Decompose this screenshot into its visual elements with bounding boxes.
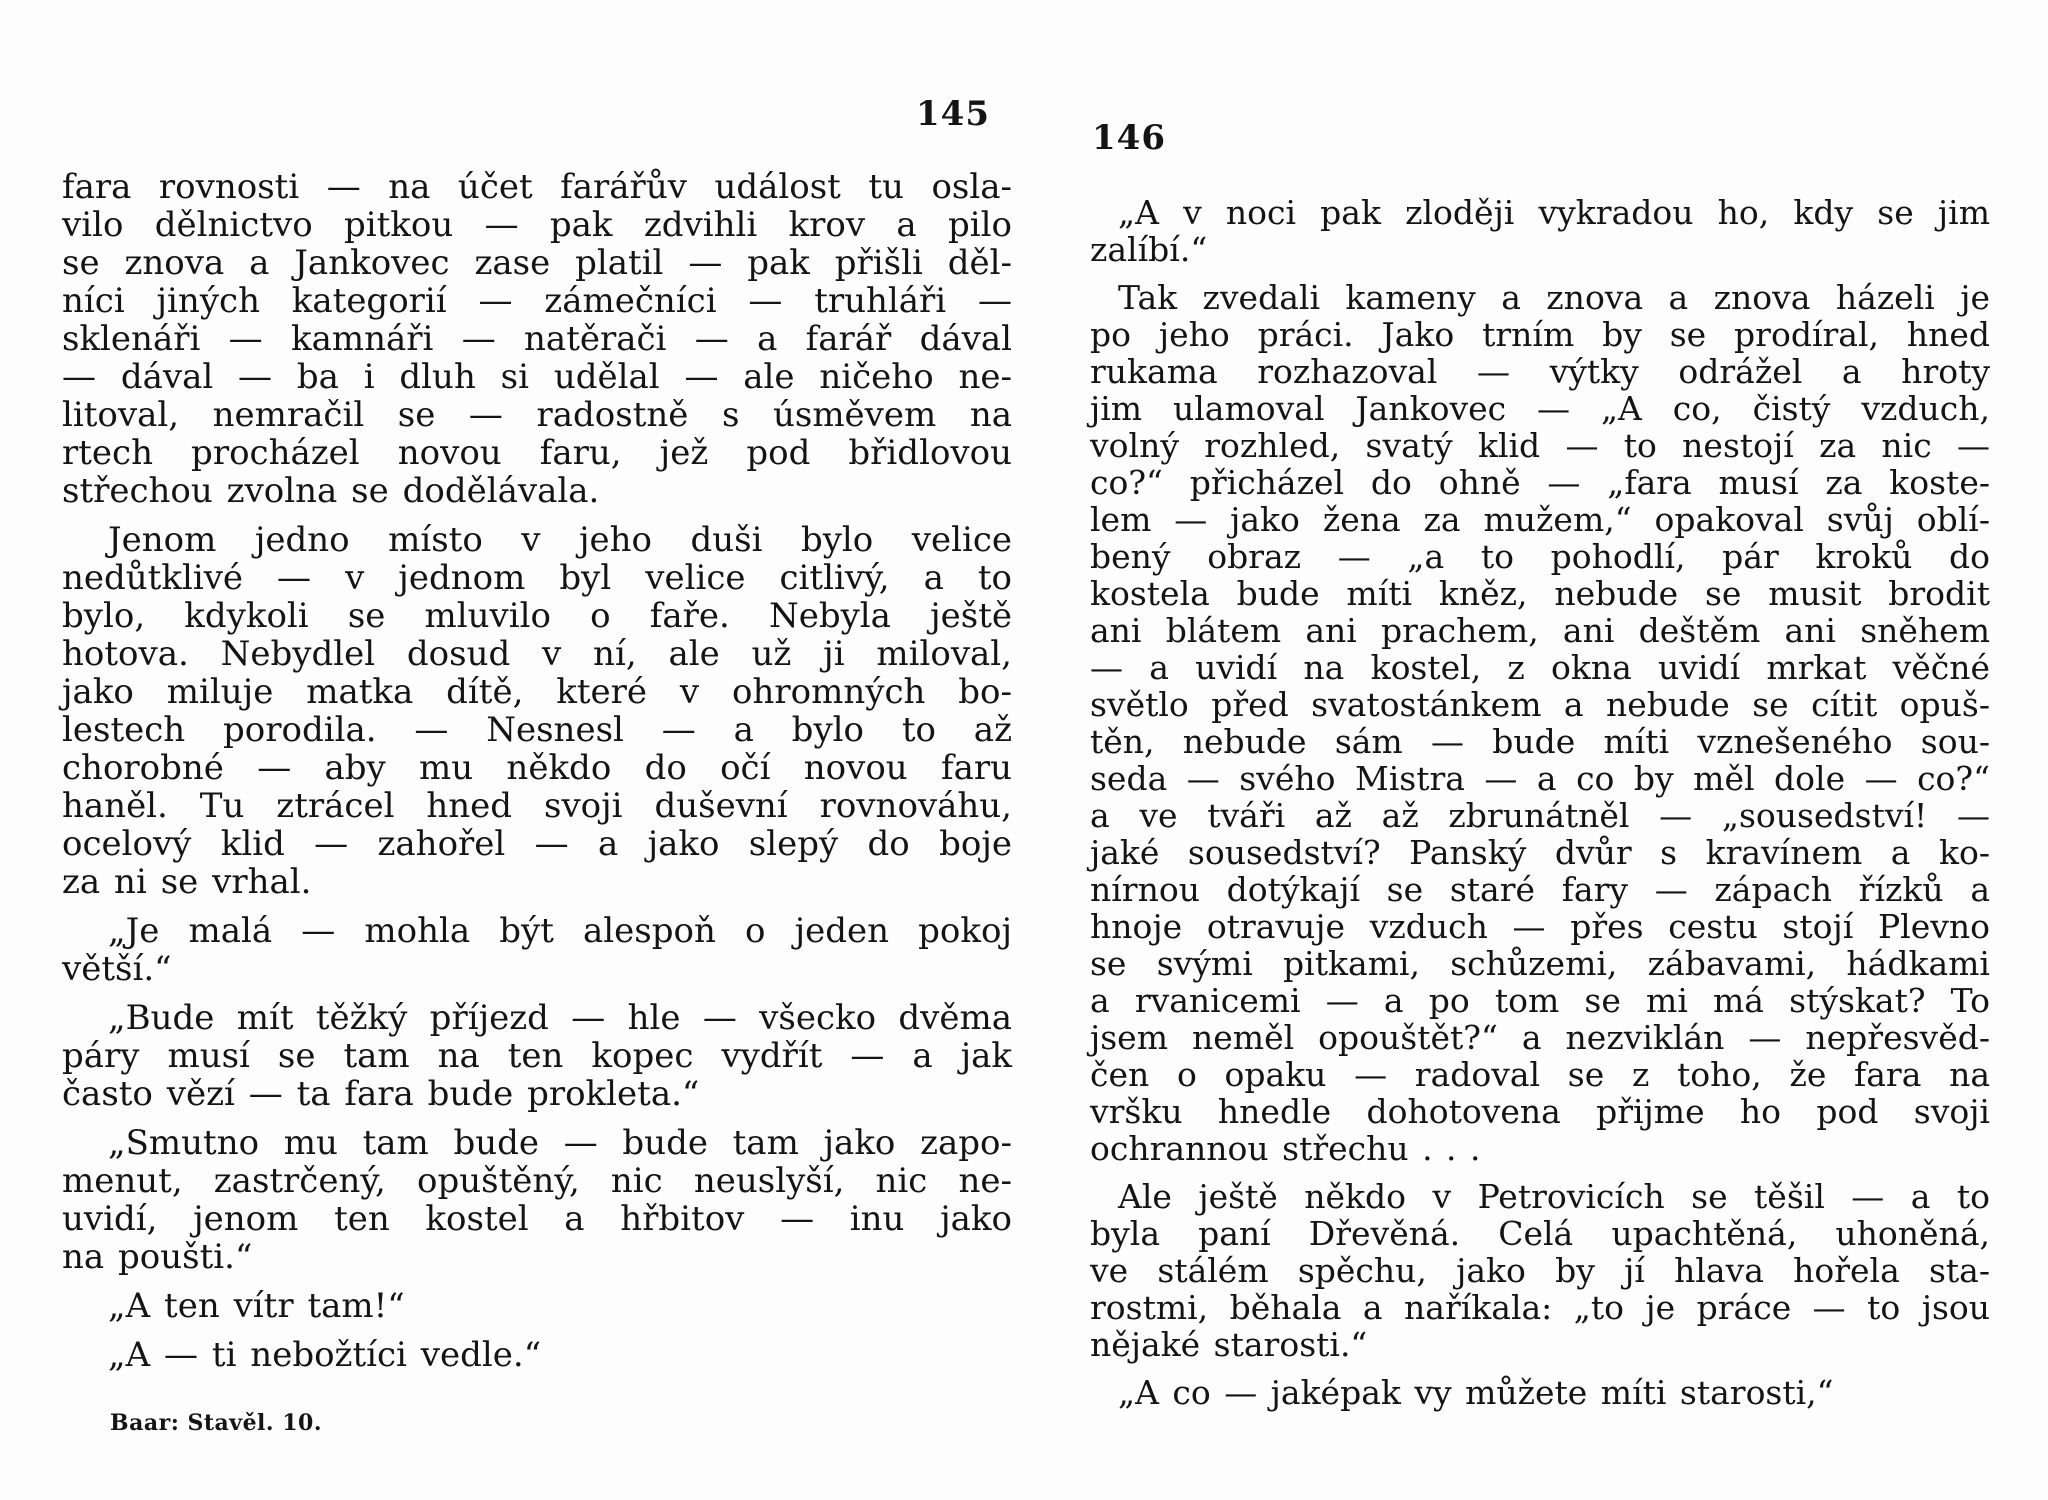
text-line: se svými pitkami, schůzemi, zábavami, hádkami xyxy=(1090,944,1990,983)
text-line: hotova. Nebydlel dosud v ní, ale už ji miloval, xyxy=(62,634,1012,674)
page-number-right: 146 xyxy=(1092,118,1166,158)
text-line: těn, nebude sám — bude míti vznešeného sou- xyxy=(1090,722,1990,761)
text-line: byla paní Dřevěná. Celá upachtěná, uhoněná, xyxy=(1090,1214,1990,1253)
text-line: sklenáři — kamnáři — natěrači — a farář dával xyxy=(62,319,1012,359)
text-line: za ni se vrhal. xyxy=(62,862,312,902)
paragraph xyxy=(1090,1178,1990,1363)
text-line: a ve tváři až až zbrunátněl — „sousedství! — xyxy=(1090,796,1990,835)
text-line: páry musí se tam na ten kopec vydřít — a jak xyxy=(62,1036,1012,1076)
text-line: ve stálém spěchu, jako by jí hlava hořela sta- xyxy=(1090,1251,1990,1290)
text-line: „Bude mít těžký příjezd — hle — všecko dvěma xyxy=(108,998,1012,1038)
text-line: Tak zvedali kameny a znova a znova házeli je xyxy=(1118,278,1990,317)
footer-signature: Baar: Stavěl. 10. xyxy=(110,1410,323,1436)
text-line: nírnou dotýkají se staré fary — zápach řízků a xyxy=(1090,870,1990,909)
text-line: jim ulamoval Jankovec — „A co, čistý vzduch, xyxy=(1090,389,1990,428)
page-145-text-column xyxy=(62,168,1012,1374)
text-line: se znova a Jankovec zase platil — pak přišli děl- xyxy=(62,243,1012,283)
text-line: vilo dělnictvo pitkou — pak zdvihli krov a pilo xyxy=(62,205,1012,245)
text-line: po jeho práci. Jako trním by se prodíral, hned xyxy=(1090,315,1990,354)
text-line: uvidí, jenom ten kostel a hřbitov — inu jako xyxy=(62,1199,1012,1239)
text-line: a rvanicemi — a po tom se mi má stýskat? To xyxy=(1090,981,1990,1020)
text-line: nedůtklivé — v jednom byl velice citlivý, a to xyxy=(62,558,1012,598)
paragraph xyxy=(62,999,1012,1113)
paragraph xyxy=(62,168,1012,510)
text-line: „A co — jaképak vy můžete míti starosti,“ xyxy=(1118,1373,1834,1412)
text-line: jaké sousedství? Panský dvůr s kravínem a ko- xyxy=(1090,833,1990,872)
text-line: Jenom jedno místo v jeho duši bylo velice xyxy=(108,520,1012,560)
text-line: často vězí — ta fara bude prokleta.“ xyxy=(62,1074,700,1114)
text-line: jsem neměl opouštět?“ a nezviklán — nepřesvěd- xyxy=(1090,1018,1990,1057)
text-line: na poušti.“ xyxy=(62,1237,253,1277)
paragraph xyxy=(62,1287,1012,1325)
text-line: chorobné — aby mu někdo do očí novou faru xyxy=(62,748,1012,788)
text-line: rostmi, běhala a naříkala: „to je práce — to jsou xyxy=(1090,1288,1990,1327)
text-line: fara rovnosti — na účet farářův událost tu osla- xyxy=(62,167,1012,207)
text-line: vršku hnedle dohotovena přijme ho pod svoji xyxy=(1090,1092,1990,1131)
text-line: „A v noci pak zloději vykradou ho, kdy se jim xyxy=(1118,193,1990,232)
paragraph xyxy=(62,912,1012,988)
page-146-text-column xyxy=(1090,194,1990,1411)
text-line: bylo, kdykoli se mluvilo o faře. Nebyla ještě xyxy=(62,596,1012,636)
text-line: lestech porodila. — Nesnesl — a bylo to až xyxy=(62,710,1012,750)
text-line: čen o opaku — radoval se z toho, že fara na xyxy=(1090,1055,1990,1094)
text-line: ani blátem ani prachem, ani deštěm ani sněhem xyxy=(1090,611,1990,650)
text-line: zalíbí.“ xyxy=(1090,230,1208,269)
paragraph xyxy=(1090,1374,1990,1411)
text-line: kostela bude míti kněz, nebude se musit brodit xyxy=(1090,574,1990,613)
text-line: haněl. Tu ztrácel hned svoji duševní rovnováhu, xyxy=(62,786,1012,826)
text-line: níci jiných kategorií — zámečníci — truhláři — xyxy=(62,281,1012,321)
text-line: Ale ještě někdo v Petrovicích se těšil — a to xyxy=(1118,1177,1990,1216)
paragraph xyxy=(62,521,1012,901)
text-line: co?“ přicházel do ohně — „fara musí za koste- xyxy=(1090,463,1990,502)
text-line: rtech procházel novou faru, jež pod břidlovou xyxy=(62,433,1012,473)
text-line: ocelový klid — zahořel — a jako slepý do boje xyxy=(62,824,1012,864)
text-line: „Je malá — mohla být alespoň o jeden pokoj xyxy=(108,911,1012,951)
paragraph xyxy=(62,1336,1012,1374)
text-line: jako miluje matka dítě, které v ohromných bo- xyxy=(62,672,1012,712)
text-line: litoval, nemračil se — radostně s úsměvem na xyxy=(62,395,1012,435)
text-line: lem — jako žena za mužem,“ opakoval svůj oblí- xyxy=(1090,500,1990,539)
text-line: střechou zvolna se dodělávala. xyxy=(62,471,600,511)
text-line: „Smutno mu tam bude — bude tam jako zapo- xyxy=(108,1123,1012,1163)
text-line: světlo před svatostánkem a nebude se cítit opuš- xyxy=(1090,685,1990,724)
paragraph xyxy=(1090,279,1990,1167)
text-line: nějaké starosti.“ xyxy=(1090,1325,1368,1364)
text-line: „A — ti nebožtíci vedle.“ xyxy=(108,1335,542,1375)
text-line: menut, zastrčený, opuštěný, nic neuslyší, nic ne- xyxy=(62,1161,1012,1201)
text-line: hnoje otravuje vzduch — přes cestu stojí Plevno xyxy=(1090,907,1990,946)
page-number-left: 145 xyxy=(916,94,990,134)
text-line: volný rozhled, svatý klid — to nestojí za nic — xyxy=(1090,426,1990,465)
text-line: větší.“ xyxy=(62,949,172,989)
paragraph xyxy=(1090,194,1990,268)
text-line: rukama rozhazoval — výtky odrážel a hroty xyxy=(1090,352,1990,391)
text-line: ochrannou střechu . . . xyxy=(1090,1129,1481,1168)
text-line: seda — svého Mistra — a co by měl dole — co?“ xyxy=(1090,759,1990,798)
text-line: bený obraz — „a to pohodlí, pár kroků do xyxy=(1090,537,1990,576)
paragraph xyxy=(62,1124,1012,1276)
text-line: — a uvidí na kostel, z okna uvidí mrkat věčné xyxy=(1090,648,1990,687)
text-line: „A ten vítr tam!“ xyxy=(108,1286,405,1326)
text-line: — dával — ba i dluh si udělal — ale ničeho ne- xyxy=(62,357,1012,397)
